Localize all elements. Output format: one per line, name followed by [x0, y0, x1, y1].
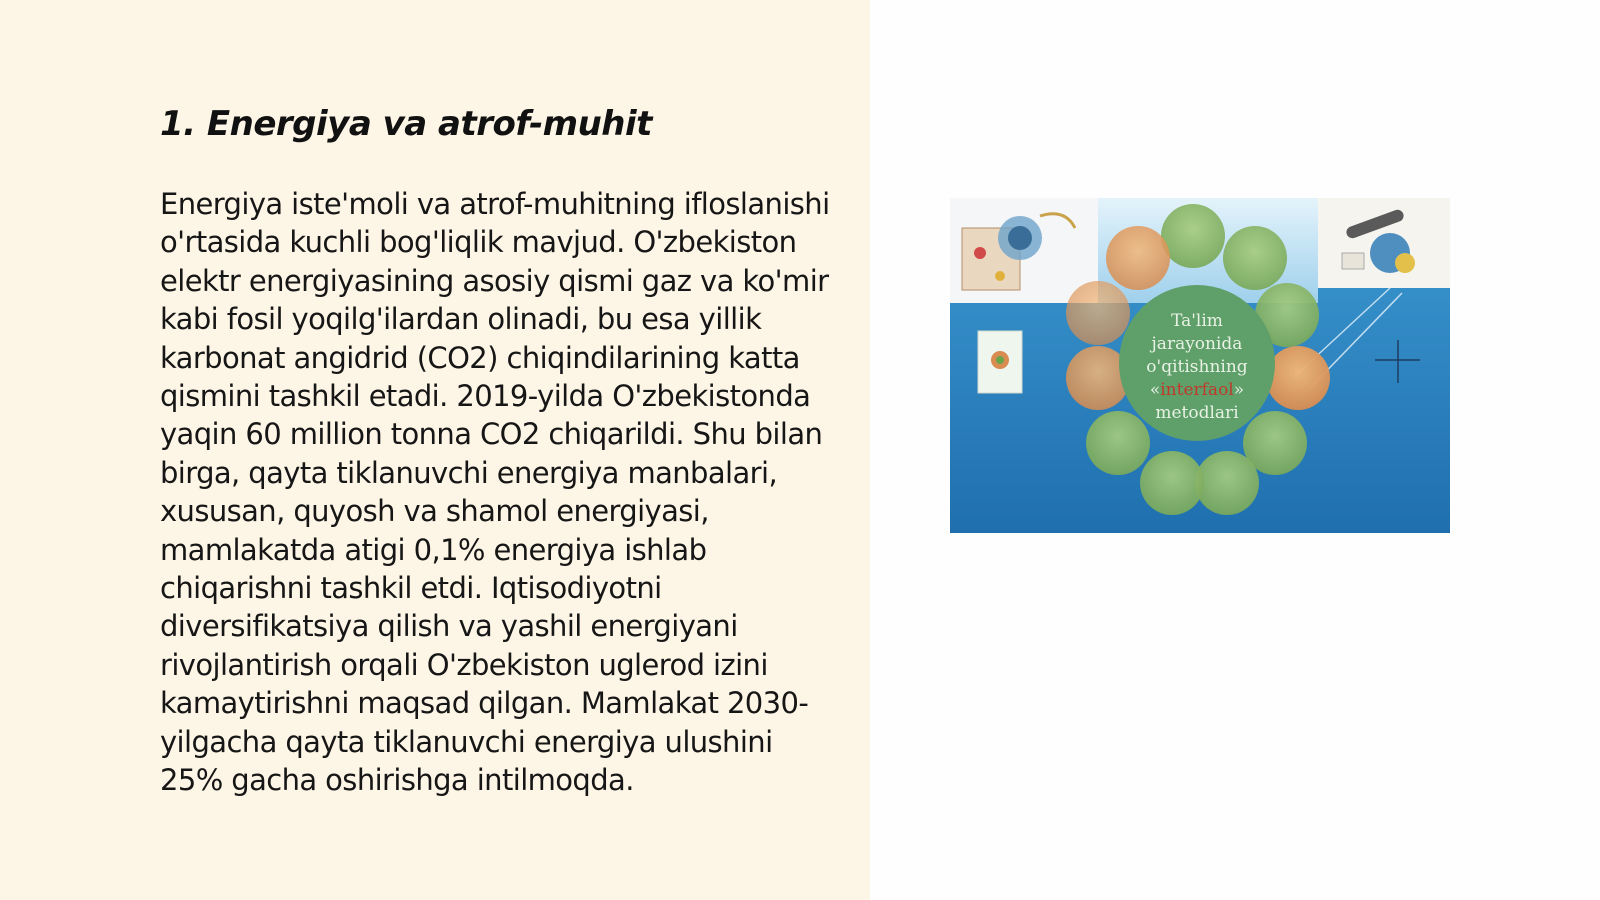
center-highlight-word: interfaol — [1160, 380, 1234, 400]
center-line-5: metodlari — [1155, 403, 1239, 423]
diagram-svg — [950, 198, 1450, 533]
quote-close: » — [1233, 380, 1245, 400]
small-card-icon — [978, 331, 1022, 393]
center-line-3: o'qitishning — [1146, 357, 1248, 377]
slide-body-text: Energiya iste'moli va atrof-muhitning ifloslanishi o'rtasida kuchli bog'liqlik mavjud. O'zbekiston elektr energiyasining asosiy qismi gaz va ko'mir kabi fosil yoqilg'ilardan olinadi, bu esa yillik karbonat angidrid (CO2) chiqindilarining katta qismini tashkil etadi. 2019-yilda O'zbekistonda yaqin 60 million tonna CO2 chiqarildi. Shu bilan birga, qayta tiklanuvchi energiya manbalari, xususan, quyosh va shamol energiyasi, mamlakatda atigi 0,1% energiya ishlab chiqarishni tashkil etdi. Iqtisodiyotni diversifikatsiya qilish va yashil energiyani rivojlantirish orqali O'zbekiston uglerod izini kamaytirishni maqsad qilgan. Mamlakat 2030-yilgacha qayta tiklanuvchi energiya ulushini 25% gacha oshirishga intilmoqda. — [160, 187, 830, 798]
slide-title: 1. Energiya va atrof-muhit — [160, 104, 652, 144]
center-line-1: Ta'lim — [1171, 311, 1223, 331]
center-line-2: jarayonida — [1151, 334, 1243, 354]
interactive-methods-diagram-image — [950, 198, 1450, 533]
quote-open: « — [1149, 380, 1161, 400]
center-line-4 — [1150, 380, 1244, 400]
